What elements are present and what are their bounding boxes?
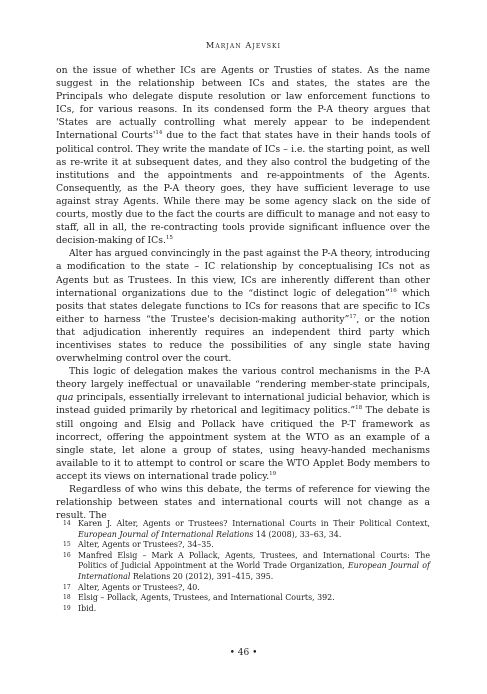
footnote: 18 Elsig – Pollack, Agents, Trustees, and International Courts, 392. xyxy=(56,593,430,604)
footnote-ref[interactable]: 15 xyxy=(165,235,173,242)
running-header: Marjan Ajevski xyxy=(205,40,282,50)
footnote-number: 16 xyxy=(63,551,71,559)
footnote: 19 Ibid. xyxy=(56,604,430,615)
footnote: 17 Alter, Agents or Trustees?, 40. xyxy=(56,583,430,594)
page-number: • 46 • xyxy=(229,648,258,658)
footnote-number: 15 xyxy=(63,541,71,549)
footnote: 16 Manfred Elsig – Mark A Pollack, Agents, Trustees, and International Courts: The Politics of Judicial Appointment at the World Trade Organization, European Journal of International Relations 20 (2012), 391–415, 395. xyxy=(56,551,430,583)
footnote-ref[interactable]: 19 xyxy=(269,470,277,477)
main-text xyxy=(56,64,430,522)
footnote-number: 19 xyxy=(63,604,71,612)
footnote-number: 14 xyxy=(63,520,71,527)
footnote-ref[interactable]: 17 xyxy=(349,313,357,320)
footnote-number: 17 xyxy=(63,583,71,591)
footnote-ref[interactable]: 16 xyxy=(389,287,397,294)
footnote: 15 Alter, Agents or Trustees?, 34–35. xyxy=(56,540,430,551)
paragraph: This logic of delegation makes the various control mechanisms in the P-A theory largely ineffectual or unavailable “rendering member-state principals, qua principals, essentially irrelevant to international judicial behavior, which is instead guided primarily by rhetorical and legitimacy politics.”$^{18}$ The debate is still ongoing and Elsig and Pollack have critiqued the P-T framework as incorrect, offering the appointment system at the WTO as an example of a single state, let alone a group of states, using heavy-handed mechanisms available to it to attempt to control or scare the WTO Applet Body members to accept its views on international trade policy.$^{19}$ xyxy=(56,366,430,482)
footnote: 14 Karen J. Alter, Agents or Trustees? International Courts in Their Political Context, European Journal of International Relations 14 (2008), 33–63, 34. xyxy=(56,519,430,540)
footnote-number: 18 xyxy=(63,594,71,602)
footnote-ref[interactable]: 14 xyxy=(155,130,163,137)
footnote-ref[interactable]: 18 xyxy=(355,405,363,412)
paragraph: on the issue of whether ICs are Agents or Trusties of states. As the name suggest in the relationship between ICs and states, the states are the Principals who delegate dispute resolution or law enforcement functions to ICs, for various reasons. In its condensed form the P-A theory argues that 'States are actually controlling what merely appear to be independent International $Courts'^{14}$ due to the fact that states have in their hands tools of political control. They write the mandate of ICs – i.e. the starting point, as well as re-write it at subsequent dates, and they also control the budgeting of the institutions and the appointments and re-appointments of the Agents. Consequently, as the P-A theory goes, they have sufficient leverage to use against stray Agents. While there may be some agency slack on the side of courts, mostly due to the fact the courts are difficult to manage and not easy to staff, all in all, the re-contracting tools provide significant influence over the decision-making of ICs.$^{15}$ xyxy=(56,65,430,247)
paragraph: Regardless of who wins this debate, the terms of reference for viewing the relationship between states and international courts will not change as a result. The xyxy=(56,484,430,522)
paragraph: Alter has argued convincingly in the past against the P-A theory, introducing a modification to the state – IC relationship by conceptualising ICs not as Agents but as Trustees. In this view, ICs are inherently different than other international organizations due to the “distinct logic of delegation”$^{16}$ which posits that states delegate functions to ICs for reasons that are specific to ICs either to harness “the Trustee's decision-making authority”$^{17}$, or the notion that adjudication inherently requires an independent third party which incentivises states to reduce the possibilities of any single state having overwhelming control over the court. xyxy=(56,248,430,365)
footnotes xyxy=(56,519,430,614)
